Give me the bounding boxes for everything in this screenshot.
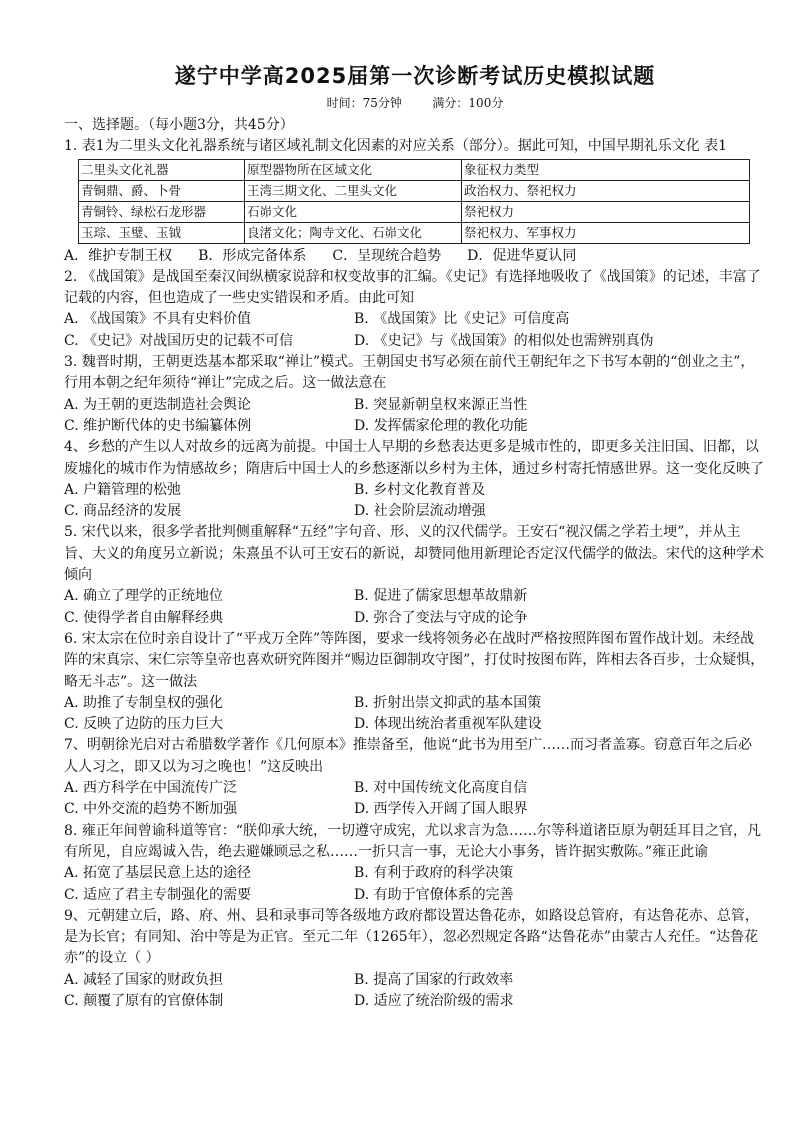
option-c: C．呈现统合趋势: [332, 247, 442, 264]
table-row: [79, 180, 750, 201]
question-2-stem: 2. 《战国策》是战国至秦汉间纵横家说辞和权变故事的汇编。《史记》有选择地吸收了《战国策》的记述，丰富了记载的内容，但也造成了一些史实错误和矛盾。由此可知: [64, 268, 761, 307]
option-d: D. 西学传入开阔了国人眼界: [354, 801, 528, 818]
question-1-stem: 1. 表1为二里头文化礼器系统与诸区域礼制文化因素的对应关系（部分）。据此可知，中国早期礼乐文化 表1: [64, 138, 728, 155]
question-4-options-row-2: [64, 501, 766, 522]
table-cell: 祭祀权力: [462, 201, 750, 222]
question-3-options-row-2: [64, 416, 766, 437]
question-2-options-row-1: [64, 309, 766, 330]
question-5-options-row-2: [64, 608, 766, 629]
table-cell: 青铜鼎、爵、卜骨: [79, 180, 245, 201]
option-c: C. 维护断代体的史书编纂体例: [64, 417, 252, 434]
question-8-options-row-1: [64, 863, 766, 884]
table-cell: 青铜铃、绿松石龙形器: [79, 201, 245, 222]
option-a: A．维护专制王权: [64, 247, 173, 264]
question-2-options-row-2: [64, 331, 766, 352]
option-a: A. 减轻了国家的财政负担: [64, 971, 224, 988]
option-b: B. 折射出崇文抑武的基本国策: [354, 694, 542, 711]
table-cell: 象征权力类型: [462, 159, 750, 180]
question-3-options-row-1: [64, 395, 766, 416]
table-row: [79, 159, 750, 180]
table-cell: 王湾三期文化、二里头文化: [245, 180, 462, 201]
table-row: [79, 201, 750, 222]
question-8-options-row-2: [64, 885, 766, 906]
question-7-stem: 7、明朝徐光启对古希腊数学著作《几何原本》推崇备至，他说“此书为用至广……而习者盖寡。窃意百年之后必人人习之，即又以为习之晚也！”这反映出: [64, 737, 753, 775]
question-4-stem: 4、乡愁的产生以人对故乡的远离为前提。中国士人早期的乡愁表达更多是城市性的，即更多关注旧国、旧都，以废墟化的城市作为情感故乡；隋唐后中国士人的乡愁逐渐以乡村为主体，通过乡村寄托情感世界。这一变化反映了: [64, 439, 764, 477]
option-a: A. 为王朝的更迭制造社会舆论: [64, 396, 252, 413]
section-heading: 一、选择题。（每小题3分，共45分）: [64, 117, 294, 133]
option-b: B．形成完备体系: [198, 247, 307, 264]
option-b: B. 促进了儒家思想革故鼎新: [354, 588, 528, 605]
question-6-stem: 6. 宋太宗在位时亲自设计了“平戎万全阵”等阵图，要求一线将领务必在战时严格按照阵图布置作战计划。未经战阵的宋真宗、宋仁宗等皇帝也喜欢研究阵图并“赐边臣御制攻守图”，打仗时按图布阵，阵相去各百步，士众疑惧，略无斗志”。这一做法: [64, 630, 765, 690]
option-c: C. 适应了君主专制强化的需要: [64, 886, 252, 903]
option-c: C. 使得学者自由解释经典: [64, 609, 224, 626]
option-c: C. 反映了边防的压力巨大: [64, 716, 224, 733]
exam-subtitle: 时间：75分钟 满分：100分: [326, 96, 504, 110]
option-b: B. 《战国策》比《史记》可信度高: [354, 311, 570, 328]
option-b: B. 提高了国家的行政效率: [354, 971, 514, 988]
question-3-stem: 3. 魏晋时期，王朝更迭基本都采取“禅让”模式。王朝国史书写必须在前代王朝纪年之下书写本朝的“创业之主”，行用本朝之纪年须待“禅让”完成之后。这一做法意在: [64, 354, 755, 392]
option-d: D. 社会阶层流动增强: [354, 503, 486, 520]
question-8-stem: 8. 雍正年间曾谕科道等官：“朕仰承大统，一切遵守成宪，尤以求言为急……尔等科道诸臣原为朝廷耳目之官，凡有所见，自应竭诚入告，绝去避嫌顾忌之私……一折只言一事，无论大小事务，皆许据实敷陈。”雍正此谕: [64, 822, 761, 860]
option-c: C. 商品经济的发展: [64, 503, 182, 520]
question-9-options-row-1: [64, 970, 766, 991]
option-a: A. 确立了理学的正统地位: [64, 588, 224, 605]
table-cell: 政治权力、祭祀权力: [462, 180, 750, 201]
option-d: D. 弥合了变法与守成的论争: [354, 609, 528, 626]
question-9-options-row-2: [64, 991, 766, 1012]
question-7-options-row-2: [64, 799, 766, 820]
exam-title: 遂宁中学高2025届第一次诊断考试历史模拟试题: [174, 64, 656, 88]
option-d: D. 适应了统治阶级的需求: [354, 992, 514, 1009]
table-cell: 祭祀权力、军事权力: [462, 222, 750, 243]
question-1-options: [64, 246, 766, 267]
question-5-stem: 5. 宋代以来，很多学者批判侧重解释“五经”字句音、形、义的汉代儒学。王安石“视汉儒之学若土埂”，并从主旨、大义的角度另立新说；朱熹虽不认可王安石的新说，却赞同他用新理论否定汉代儒学的做法。宋代的这种学术倾向: [64, 524, 764, 584]
table-cell: 玉琮、玉璧、玉钺: [79, 222, 245, 243]
option-d: D. 有助于官僚体系的完善: [354, 886, 514, 903]
option-d: D. 体现出统治者重视军队建设: [354, 716, 542, 733]
option-c: C. 《史记》对战国历史的记载不可信: [64, 332, 294, 349]
table-cell: 良渚文化；陶寺文化、石峁文化: [245, 222, 462, 243]
question-5-options-row-1: [64, 586, 766, 607]
option-a: A. 拓宽了基层民意上达的途径: [64, 865, 252, 882]
option-d: D. 《史记》与《战国策》的相似处也需辨别真伪: [354, 332, 654, 349]
option-c: C. 颠覆了原有的官僚体制: [64, 992, 224, 1009]
table-row: [79, 222, 750, 243]
question-9-stem: 9、元朝建立后，路、府、州、县和录事司等各级地方政府都设置达鲁花赤，如路设总管府，有达鲁花赤、总管，是为长官；有同知、治中等是为正官。至元二年（1265年），忽必烈规定各路“达鲁花赤”由蒙古人充任。“达鲁花赤”的设立（ ）: [64, 907, 759, 967]
option-c: C. 中外交流的趋势不断加强: [64, 801, 238, 818]
question-4-options-row-1: [64, 480, 766, 501]
table-cell: 二里头文化礼器: [79, 159, 245, 180]
option-a: A. 户籍管理的松弛: [64, 481, 182, 498]
option-d: D. 发挥儒家伦理的教化功能: [354, 417, 528, 434]
table-cell: 原型器物所在区域文化: [245, 159, 462, 180]
question-7-options-row-1: [64, 778, 766, 799]
option-b: B. 有利于政府的科学决策: [354, 865, 514, 882]
option-b: B. 对中国传统文化高度自信: [354, 780, 528, 797]
question-6-options-row-2: [64, 714, 766, 735]
option-a: A. 西方科学在中国流传广泛: [64, 780, 238, 797]
question-6-options-row-1: [64, 693, 766, 714]
option-d: D．促进华夏认同: [467, 247, 577, 264]
option-a: A. 《战国策》不具有史料价值: [64, 311, 252, 328]
table-cell: 石峁文化: [245, 201, 462, 222]
option-b: B. 乡村文化教育普及: [354, 481, 486, 498]
option-a: A. 助推了专制皇权的强化: [64, 694, 224, 711]
option-b: B. 突显新朝皇权来源正当性: [354, 396, 528, 413]
table-1: [78, 159, 750, 244]
